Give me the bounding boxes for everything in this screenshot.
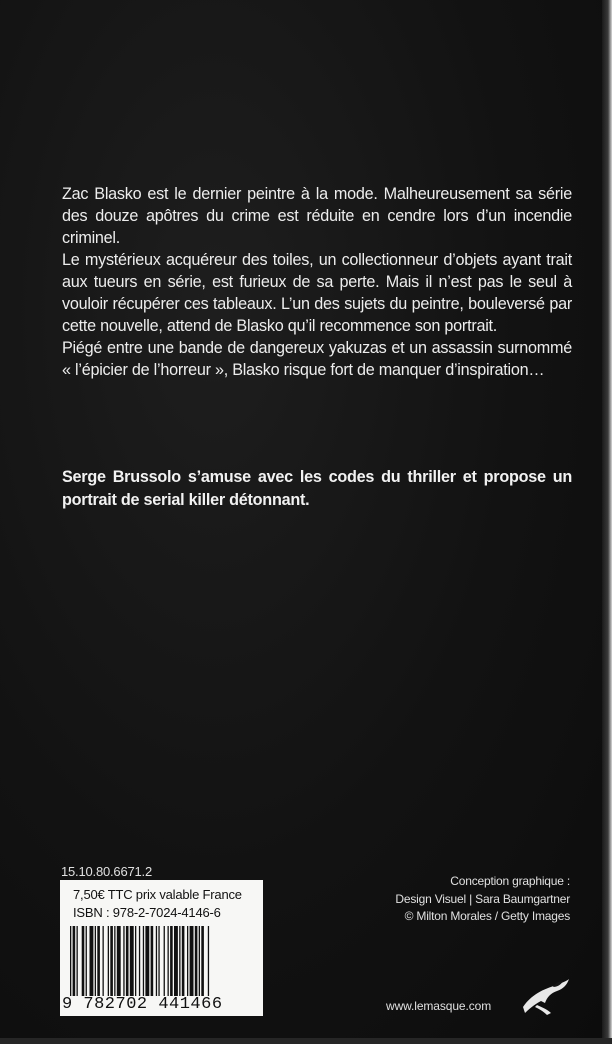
synopsis-paragraph-2: Le mystérieux acquéreur des toiles, un collectionneur d’objets ayant trait aux tueurs en série, est furieux de sa perte. Mais il n’est pas le seul à vouloir récupérer ces tableaux. L’un des sujets du peintre, bouleversé par cette nouvelle, attend de Blasko qu’il recommence son portrait. — [62, 251, 572, 335]
synopsis-paragraph-3: Piégé entre une bande de dangereux yakuzas et un assassin surnommé « l’épicier de l’horreur », Blasko risque fort de manquer d’inspiration… — [62, 339, 572, 379]
design-credits — [340, 873, 570, 926]
barcode-label — [60, 880, 263, 1016]
barcode-bars — [70, 926, 254, 996]
credit-line: Design Visuel | Sara Baumgartner — [395, 891, 570, 906]
product-code: 15.10.80.6671.2 — [61, 864, 152, 879]
author-tagline: Serge Brussolo s’amuse avec les codes du thriller et propose un portrait de serial killer détonnant. — [62, 468, 572, 509]
credit-line: © Milton Morales / Getty Images — [404, 909, 570, 923]
cover-spine-edge — [602, 0, 612, 1044]
barcode-digits: 9 782702 441466 — [62, 995, 223, 1014]
publisher-website: www.lemasque.com — [386, 999, 492, 1013]
cover-bottom-edge — [0, 1038, 612, 1044]
price-text: 7,50€ TTC prix valable France — [73, 887, 242, 902]
synopsis-paragraph-1: Zac Blasko est le dernier peintre à la mode. Malheureusement sa série des douze apôtres du crime est réduite en cendre lors d’un incendie criminel. — [62, 185, 572, 247]
isbn-text: ISBN : 978-2-7024-4146-6 — [73, 905, 221, 920]
masked-rider-logo-icon — [517, 977, 571, 1017]
synopsis-text — [62, 183, 572, 381]
credit-line: Conception graphique : — [450, 874, 570, 888]
